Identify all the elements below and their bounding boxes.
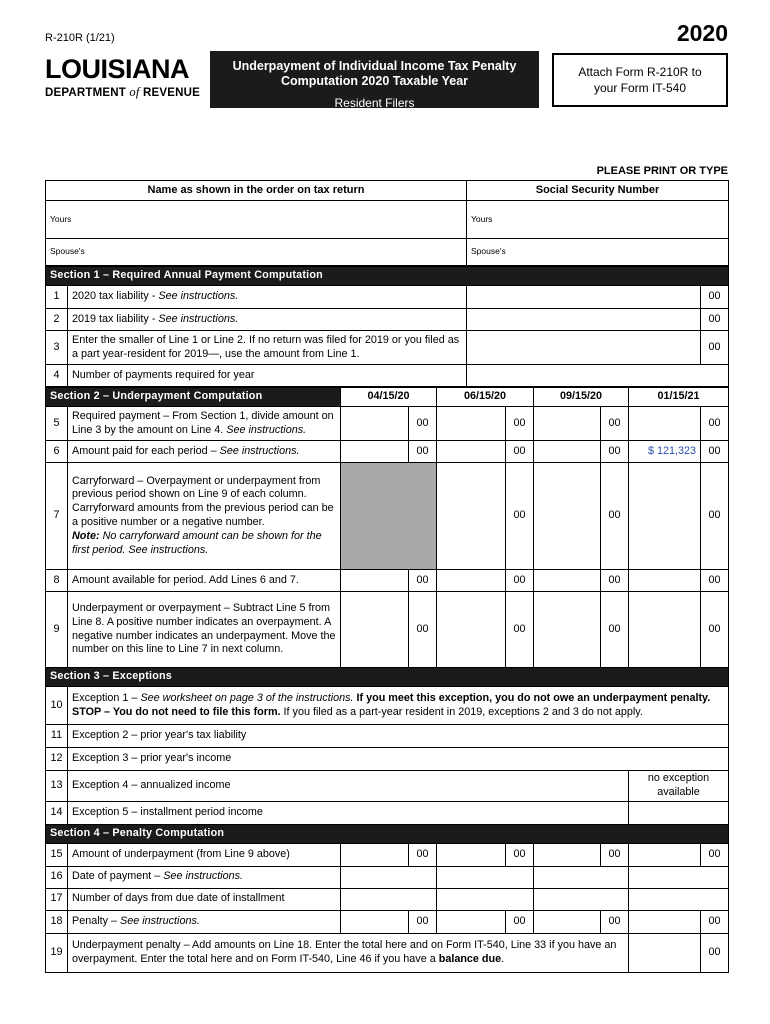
line-12-number: 12 [46,748,68,771]
line-18-col3-amount-field[interactable] [534,910,601,933]
section4-header: Section 4 – Penalty Computation [46,824,729,843]
line-3-description: Enter the smaller of Line 1 or Line 2. If no return was filed for 2019 or you filed as a part year-resident for 2019—, use the amount from Line 1. [68,331,467,365]
line-8-description: Amount available for period. Add Lines 6 and 7. [68,570,341,592]
line-2-amount-field[interactable] [467,309,701,331]
line-19-number: 19 [46,933,68,972]
line-1-number: 1 [46,286,68,309]
line-4-number: 4 [46,365,68,387]
line-19-description: Underpayment penalty – Add amounts on Line 18. Enter the total here and on Form IT-540, Line 33 if you have an overpayment. Enter the total here and on Form IT-540, Line 46 if you have a balance due. [68,933,629,972]
line-7-number: 7 [46,463,68,570]
line-8-col4-cents: 00 [701,570,729,592]
due-date-column-2: 06/15/20 [437,388,534,407]
line-16-col3-field[interactable] [534,866,629,888]
line-15-col1-amount-field[interactable] [341,843,409,866]
line-8-col1-amount-field[interactable] [341,570,409,592]
line-17-col4-field[interactable] [629,888,729,910]
line-19-cents: 00 [701,933,729,972]
line-17-col3-field[interactable] [534,888,629,910]
section1-header: Section 1 – Required Annual Payment Computation [46,267,729,286]
line-9-col2-cents: 00 [506,592,534,668]
line-17-number: 17 [46,888,68,910]
line-6-col2-cents: 00 [506,441,534,463]
field-label-yours-ssn: Yours [471,213,493,224]
attach-note-line1: Attach Form R-210R to [578,64,702,79]
logo-department-line [45,85,200,100]
line-7-col2-amount-field[interactable] [437,463,506,570]
line-9-col1-amount-field[interactable] [341,592,409,668]
line-9-number: 9 [46,592,68,668]
line-7-description: Carryforward – Overpayment or underpayment from previous period shown on Line 9 of each column. Carryforward amounts from the previous period can be a positive number or a negative number. Note: No carryforward amount can be shown for the first period. See instructions. [68,463,341,570]
header-row [45,51,728,108]
section1-table [45,266,729,387]
line-15-col2-amount-field[interactable] [437,843,506,866]
line-18-col4-amount-field[interactable] [629,910,701,933]
form-subtitle: Resident Filers [334,95,415,110]
line-6-col3-cents: 00 [601,441,629,463]
line-6-description: Amount paid for each period – See instructions. [68,441,341,463]
form-title-line2: Computation 2020 Taxable Year [280,74,469,89]
print-or-type-notice: PLEASE PRINT OR TYPE [596,165,728,177]
line-18-col4-cents: 00 [701,910,729,933]
line-1-description: 2020 tax liability - See instructions. [68,286,467,309]
line-3-amount-field[interactable] [467,331,701,365]
line-7-note: Note: No carryforward amount can be shown for the first period. See instructions. [72,529,322,556]
line-15-col3-cents: 00 [601,843,629,866]
line-7-col4-amount-field[interactable] [629,463,701,570]
due-date-column-3: 09/15/20 [534,388,629,407]
line-18-col2-cents: 00 [506,910,534,933]
ssn-column-header: Social Security Number [467,181,729,201]
line-5-col3-cents: 00 [601,407,629,441]
attach-note-box [552,53,728,107]
line-9-col4-amount-field[interactable] [629,592,701,668]
line-13-number: 13 [46,771,68,802]
line-16-col1-field[interactable] [341,866,437,888]
line-15-col4-amount-field[interactable] [629,843,701,866]
name-ssn-table [45,180,729,266]
line-15-col1-cents: 00 [409,843,437,866]
line-9-col1-cents: 00 [409,592,437,668]
line-5-col2-cents: 00 [506,407,534,441]
louisiana-logo [45,51,200,108]
line-6-col3-amount-field[interactable] [534,441,601,463]
line-10-number: 10 [46,687,68,725]
name-column-header: Name as shown in the order on tax return [46,181,467,201]
line-14-number: 14 [46,801,68,824]
line-5-col3-amount-field[interactable] [534,407,601,441]
attach-note-line2: your Form IT-540 [593,81,687,95]
line-18-col1-cents: 00 [409,910,437,933]
line-8-col2-cents: 00 [506,570,534,592]
line-5-col1-amount-field[interactable] [341,407,409,441]
form-id: R-210R (1/21) [45,32,115,44]
sections-2-4-table [45,387,729,973]
line-6-col4-amount-field[interactable]: $ 121,323 [629,441,701,463]
line-8-col3-cents: 00 [601,570,629,592]
line-8-number: 8 [46,570,68,592]
line-15-col2-cents: 00 [506,843,534,866]
line-13-no-exception-note: no exception available [629,771,729,802]
line-4-amount-field[interactable] [467,365,729,387]
line-6-number: 6 [46,441,68,463]
line-11-description: Exception 2 – prior year's tax liability [68,725,729,748]
line-9-col4-cents: 00 [701,592,729,668]
line-9-col2-amount-field[interactable] [437,592,506,668]
form-title-box [210,51,539,108]
field-label-yours: Yours [50,213,72,224]
line-3-cents: 00 [701,331,729,365]
line-15-col4-cents: 00 [701,843,729,866]
line-7-col1-shaded-cell [341,463,437,570]
due-date-column-1: 04/15/20 [341,388,437,407]
line-19-total-amount-field[interactable] [629,933,701,972]
line-7-col4-cents: 00 [701,463,729,570]
line-13-description: Exception 4 – annualized income [68,771,629,802]
line-18-number: 18 [46,910,68,933]
line-1-amount-field[interactable] [467,286,701,309]
line-7-col3-amount-field[interactable] [534,463,601,570]
line-18-col1-amount-field[interactable] [341,910,409,933]
line-1-cents: 00 [701,286,729,309]
line-12-description: Exception 3 – prior year's income [68,748,729,771]
line-16-col4-field[interactable] [629,866,729,888]
line-5-col4-amount-field[interactable] [629,407,701,441]
logo-revenue-text: REVENUE [142,87,200,99]
line-7-col3-cents: 00 [601,463,629,570]
tax-year: 2020 [676,20,728,46]
form-title-line1: Underpayment of Individual Income Tax Penalty [232,59,517,73]
line-9-col3-amount-field[interactable] [534,592,601,668]
logo-of-text: of [129,85,140,99]
top-line [45,20,728,47]
line-7-col2-cents: 00 [506,463,534,570]
line-5-description: Required payment – From Section 1, divide amount on Line 3 by the amount on Line 4. See instructions. [68,407,341,441]
line-5-number: 5 [46,407,68,441]
ssn-spouse-field[interactable] [467,239,729,266]
field-label-spouse-ssn: Spouse's [471,246,506,257]
line-16-col2-field[interactable] [437,866,534,888]
line-15-description: Amount of underpayment (from Line 9 above) [68,843,341,866]
line-5-col2-amount-field[interactable] [437,407,506,441]
line-9-description: Underpayment or overpayment – Subtract Line 5 from Line 8. A positive number indicates an overpayment. A negative number indicates an underpayment. Move the number on this line to Line 7 in next column. [68,592,341,668]
line-2-number: 2 [46,309,68,331]
line-10-description: Exception 1 – See worksheet on page 3 of the instructions. If you meet this exception, you do not owe an underpayment penalty. STOP – You do not need to file this form. If you filed as a part-year resident in 2019, exceptions 2 and 3 do not apply. [68,687,729,725]
line-11-number: 11 [46,725,68,748]
line-14-right-cell[interactable] [629,801,729,824]
line-2-description: 2019 tax liability - See instructions. [68,309,467,331]
logo-department-text: DEPARTMENT [45,87,127,99]
line-17-col2-field[interactable] [437,888,534,910]
ssn-yours-field[interactable] [467,201,729,239]
line-18-description: Penalty – See instructions. [68,910,341,933]
line-5-col1-cents: 00 [409,407,437,441]
line-6-col2-amount-field[interactable] [437,441,506,463]
field-label-spouse: Spouse's [50,246,85,257]
line-6-col1-amount-field[interactable] [341,441,409,463]
line-8-col2-amount-field[interactable] [437,570,506,592]
line-18-col3-cents: 00 [601,910,629,933]
line-14-description: Exception 5 – installment period income [68,801,629,824]
line-4-description: Number of payments required for year [68,365,467,387]
line-6-col1-cents: 00 [409,441,437,463]
line-15-col3-amount-field[interactable] [534,843,601,866]
name-yours-field[interactable] [46,201,467,239]
due-date-column-4: 01/15/21 [629,388,729,407]
line-3-number: 3 [46,331,68,365]
line-16-number: 16 [46,866,68,888]
line-5-col4-cents: 00 [701,407,729,441]
line-17-col1-field[interactable] [341,888,437,910]
line-17-description: Number of days from due date of installment [68,888,341,910]
logo-wordmark: LOUISIANA [45,54,189,84]
line-16-description: Date of payment – See instructions. [68,866,341,888]
line-18-col2-amount-field[interactable] [437,910,506,933]
section3-header: Section 3 – Exceptions [46,668,729,687]
line-9-col3-cents: 00 [601,592,629,668]
line-8-col3-amount-field[interactable] [534,570,601,592]
line-15-number: 15 [46,843,68,866]
name-spouse-field[interactable] [46,239,467,266]
line-6-col4-cents: 00 [701,441,729,463]
line-8-col4-amount-field[interactable] [629,570,701,592]
line-8-col1-cents: 00 [409,570,437,592]
line-2-cents: 00 [701,309,729,331]
section2-header: Section 2 – Underpayment Computation [46,388,341,407]
